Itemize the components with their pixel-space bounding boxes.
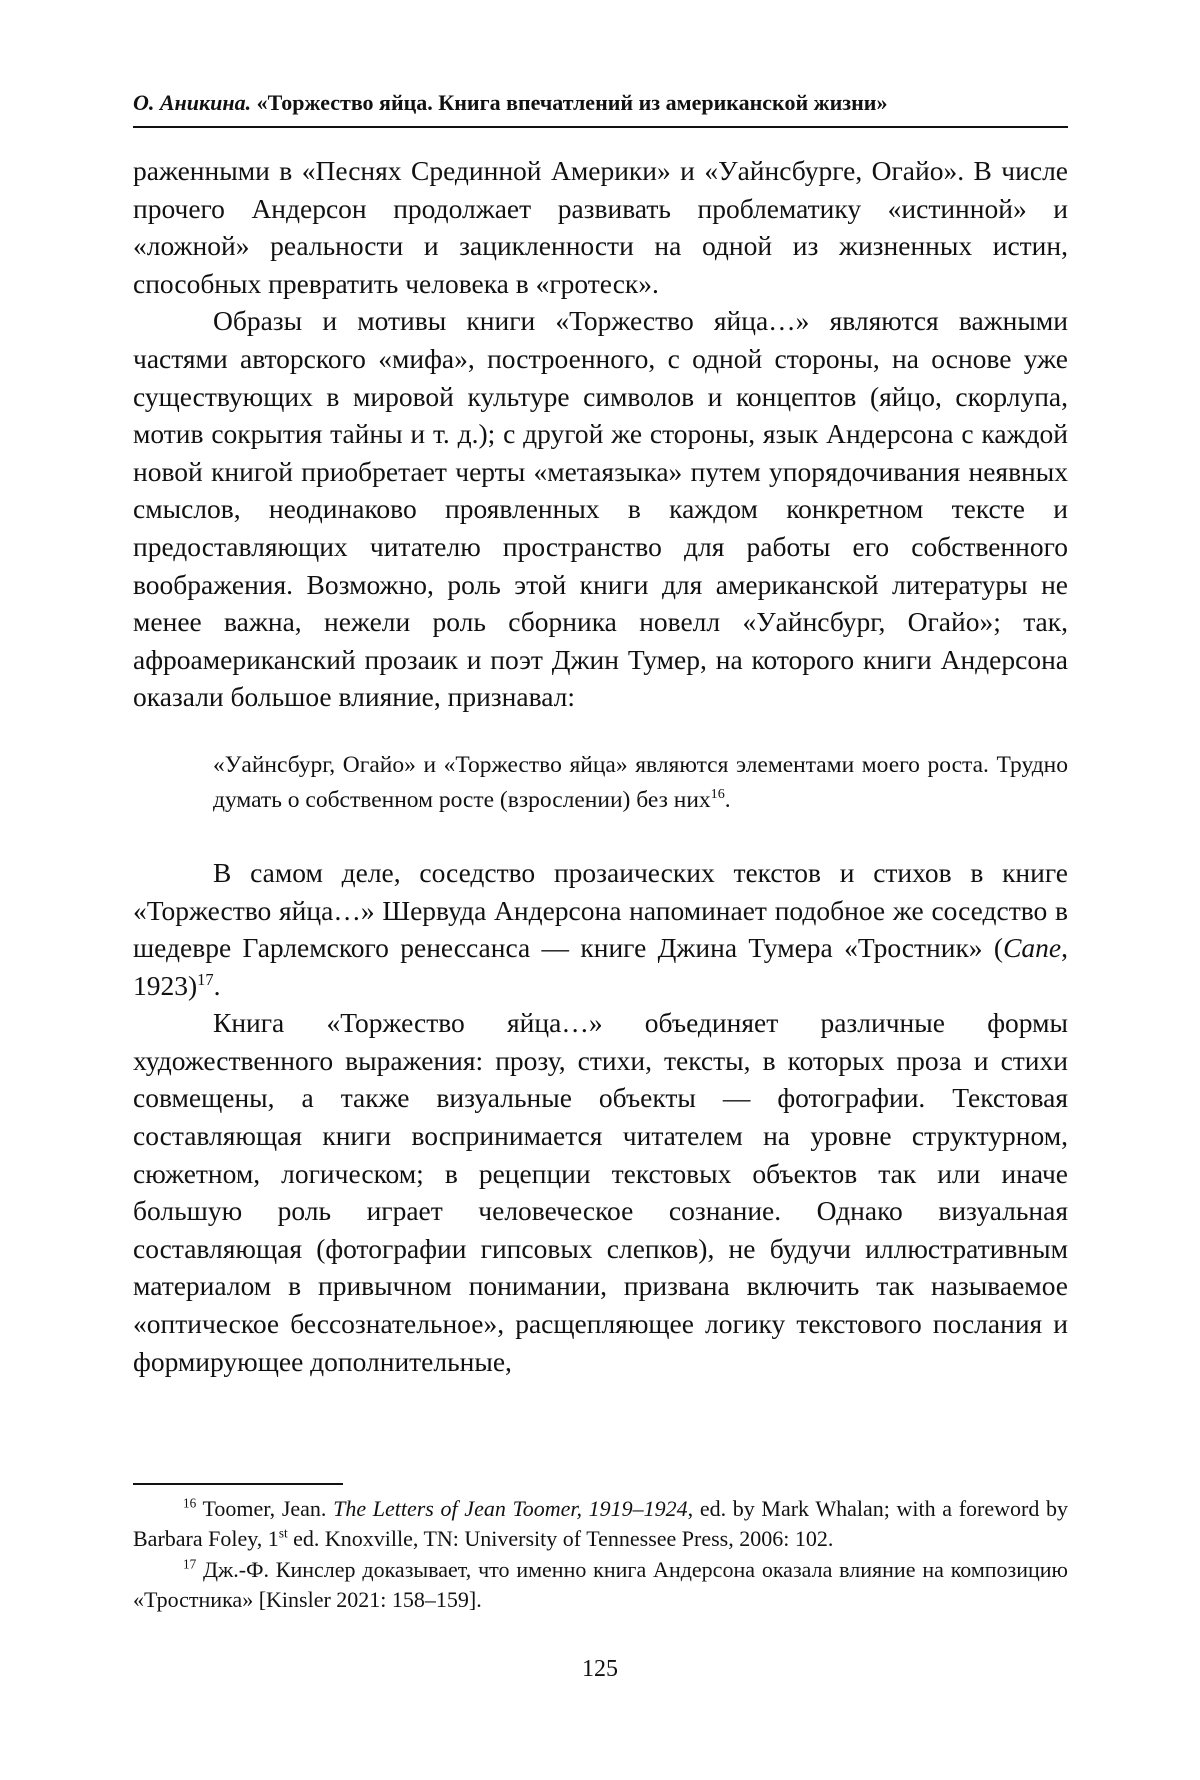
- paragraph-3: [133, 854, 1068, 1004]
- running-head-title: «Торжество яйца. Книга впечатлений из американской жизни»: [251, 90, 888, 115]
- footnotes: [133, 1494, 1068, 1616]
- footnote-divider: [133, 1483, 343, 1485]
- footnote-16-text-a: Toomer, Jean.: [196, 1496, 334, 1521]
- footnote-16-number: 16: [183, 1495, 197, 1511]
- paragraph-3-end: .: [213, 969, 221, 1001]
- page-number: 125: [582, 1656, 618, 1682]
- paragraph-4: Книга «Торжество яйца…» объединяет различные формы художественного выражения: прозу, стихи, тексты, в которых проза и стихи совмещены, а также визуальные объекты — фотографии. Текстовая составляющая книги воспринимается читателем на уровне структурном, сюжетном, логическом; в рецепции текстовых объектов так или иначе большую роль играет человеческое сознание. Однако визуальная составляющая (фотографии гипсовых слепков), не будучи иллюстративным материалом в привычном понимании, призвана включить так называемое «оптическое бессознательное», расщепляющее логику текстового послания и формирующее дополнительные,: [133, 1007, 1068, 1377]
- running-head-author: О. Аникина.: [133, 90, 252, 115]
- footnote-16-ordinal: st: [278, 1525, 288, 1541]
- paragraph-1: раженными в «Песнях Срединной Америки» и «Уайнсбурге, Огайо». В числе прочего Андерсон продолжает развивать проблематику «истинной» и «ложной» реальности и зацикленности на одной из жизненных истин, способных превратить человека в «гротеск».: [133, 155, 1068, 299]
- paragraph-3-text-b: , 1923): [133, 932, 1068, 1001]
- block-quote: [213, 748, 1068, 818]
- paragraph-3-text-a: В самом деле, соседство прозаических текстов и стихов в книге «Торжество яйца…» Шервуда Андерсона напоминает подобное же соседство в шедевре Гарлемского ренессанса — книге Джина Тумера «Тростник» (: [133, 856, 1068, 964]
- paragraph-3-italic-title: Cane: [1003, 932, 1062, 964]
- body-text: [133, 152, 1068, 1380]
- footnote-16-text-b: , ed. by Mark Whalan; with a foreword by Barbara Foley, 1: [133, 1496, 1068, 1551]
- footnote-17-number: 17: [183, 1556, 197, 1572]
- footnote-17-text: Дж.-Ф. Кинслер доказывает, что именно книга Андерсона оказала влияние на композицию «Тростника» [Kinsler 2021: 158–159].: [133, 1557, 1068, 1612]
- footnote-17: [133, 1555, 1068, 1614]
- footnote-16-italic-title: The Letters of Jean Toomer, 1919–1924: [333, 1496, 688, 1521]
- quote-end: .: [724, 786, 731, 813]
- footnote-ref-17[interactable]: 17: [197, 969, 214, 989]
- paragraph-2: Образы и мотивы книги «Торжество яйца…» являются важными частями авторского «мифа», построенного, с одной стороны, на основе уже существующих в мировой культуре символов и концептов (яйцо, скорлупа, мотив сокрытия тайны и т. д.); с другой же стороны, язык Андерсона с каждой новой книгой приобретает черты «метаязыка» путем упорядочивания неявных смыслов, неодинаково проявленных в каждом конкретном тексте и предоставляющих читателю пространство для работы его собственного воображения. Возможно, роль этой книги для американской литературы не менее важна, нежели роль сборника новелл «Уайнсбург, Огайо»; так, афроамериканский прозаик и поэт Джин Тумер, на которого книги Андерсона оказали большое влияние, признавал:: [133, 305, 1068, 713]
- footnote-ref-16[interactable]: 16: [710, 786, 725, 803]
- quote-text: «Уайнсбург, Огайо» и «Торжество яйца» являются элементами моего роста. Трудно думать о собственном росте (взрослении) без них: [213, 751, 1068, 813]
- running-head: [133, 88, 1068, 128]
- footnote-16: [133, 1494, 1068, 1553]
- footnote-16-text-c: ed. Knoxville, TN: University of Tennessee Press, 2006: 102.: [287, 1525, 834, 1551]
